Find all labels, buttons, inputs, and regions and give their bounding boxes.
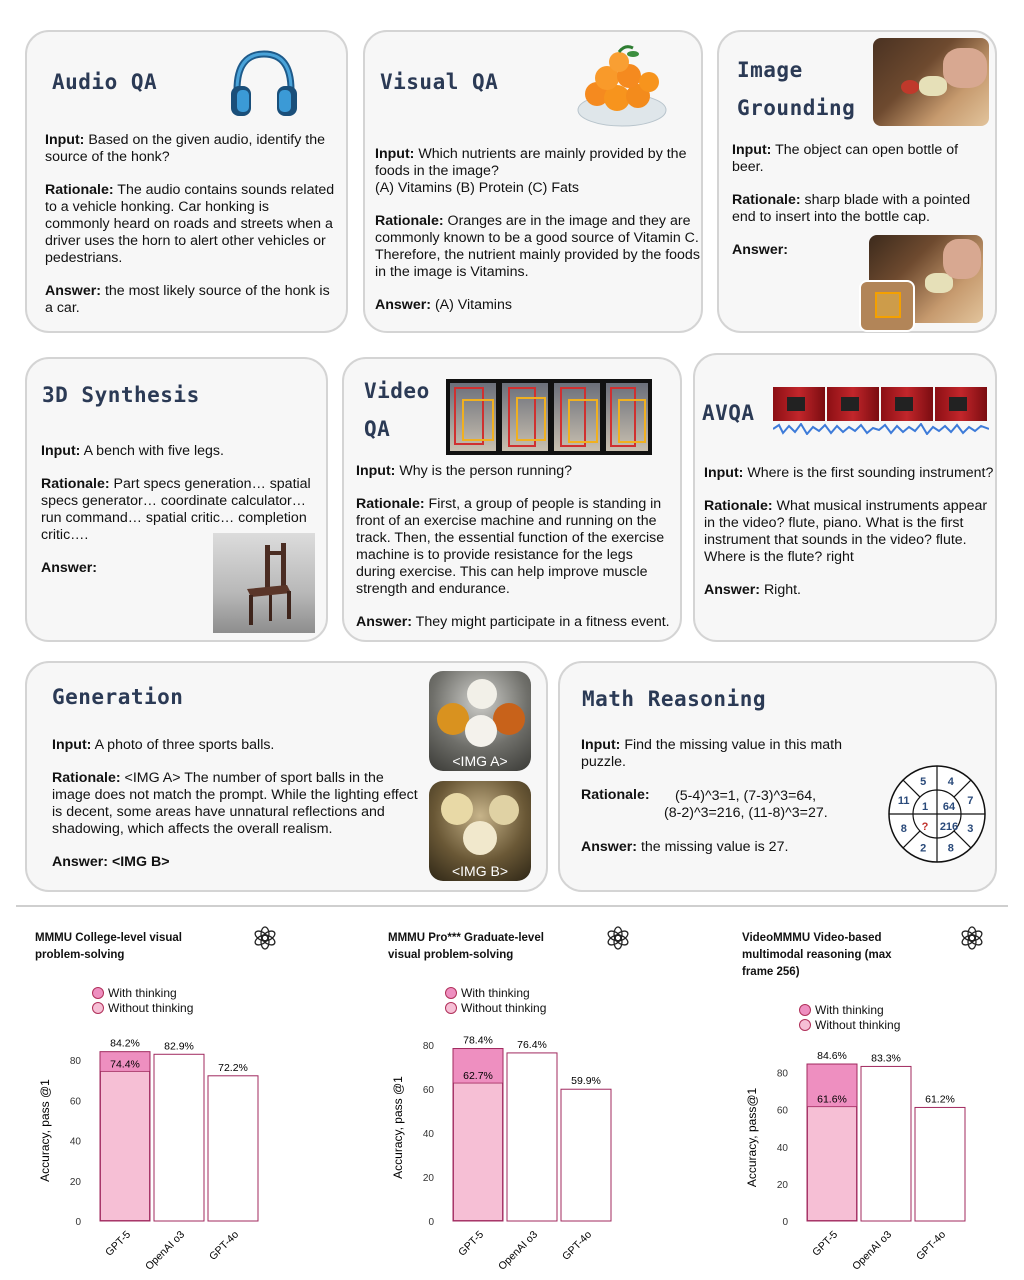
y-tick-label: 60: [776, 1105, 788, 1117]
input-text: Why is the person running?: [399, 463, 573, 479]
chair-icon: [213, 533, 315, 633]
chair-render: [213, 533, 315, 633]
bar-value-label: 61.2%: [925, 1093, 955, 1106]
image-b-label: <IMG B>: [451, 863, 509, 879]
answer-label: Answer:: [732, 242, 788, 258]
rationale-label: Rationale:: [52, 770, 121, 786]
rationale-label: Rationale:: [375, 213, 444, 229]
input-text: The object can open bottle of beer.: [732, 142, 959, 175]
bar-value-label: 84.6%: [817, 1050, 847, 1063]
answer-text: the most likely source of the honk is a car.: [45, 283, 330, 316]
image-a-label: <IMG A>: [452, 753, 508, 769]
video-frame: [554, 383, 600, 451]
rationale-text: What musical instruments appear in the video? flute, piano. What is the first instrument that sounds in the video? flute. Where is the flute? right: [704, 498, 988, 565]
input-text: Find the missing value in this math puzzle.: [581, 737, 842, 770]
y-tick-label: 80: [422, 1041, 434, 1052]
chart-videommmu: [742, 922, 1024, 1277]
card-title: Visual QA: [380, 70, 499, 94]
answer-label: Answer:: [52, 854, 108, 870]
puzzle-outer-value: 11: [897, 795, 910, 808]
y-tick-label: 20: [69, 1176, 81, 1188]
answer-label: Answer:: [41, 560, 97, 576]
rationale-label: Rationale:: [41, 476, 110, 492]
video-frame: [827, 387, 879, 421]
answer-label: Answer:: [45, 283, 101, 299]
generation-card: [25, 661, 548, 892]
section-divider: [16, 905, 1008, 907]
puzzle-outer-value: 8: [947, 842, 954, 855]
y-tick-label: 40: [69, 1136, 81, 1148]
grounding-crop-photo: [859, 280, 915, 332]
openai-logo-icon: [606, 927, 629, 949]
card-title-line1: Video: [364, 379, 430, 403]
y-tick-label: 80: [69, 1056, 81, 1068]
puzzle-inner-value: 1: [921, 801, 929, 813]
y-tick-label: 60: [69, 1096, 81, 1108]
chart-title: MMMU College-level visual problem-solving: [35, 932, 182, 961]
card-title: AVQA: [702, 401, 755, 425]
card-title: Audio QA: [52, 70, 158, 94]
concert-frames: [773, 387, 989, 421]
image-grounding-card: [717, 30, 997, 333]
x-tick-label: GPT-5: [810, 1228, 841, 1259]
bar-value-label: 59.9%: [571, 1075, 601, 1088]
3d-synthesis-card: [25, 357, 328, 642]
bar-chart-svg: [742, 922, 1024, 1277]
bar-value-label: 76.4%: [517, 1038, 547, 1051]
x-tick-label: GPT-4o: [207, 1228, 242, 1263]
rationale-line-1: (5-4)^3=1, (7-3)^3=64,: [675, 788, 817, 804]
math-reasoning-card: [558, 661, 997, 892]
visual-qa-card: [363, 30, 703, 333]
puzzle-inner-value: 216: [939, 821, 959, 833]
rationale-label: Rationale:: [356, 496, 425, 512]
y-tick-label: 60: [422, 1085, 434, 1096]
video-frame: [606, 383, 648, 451]
video-frames: [446, 379, 652, 455]
video-frame: [773, 387, 825, 421]
y-tick-label: 20: [776, 1179, 788, 1191]
bar-without-thinking: [454, 1083, 503, 1220]
openai-logo-icon: [960, 927, 983, 949]
input-label: Input:: [581, 737, 621, 753]
rationale-label: Rationale:: [732, 192, 801, 208]
puzzle-outer-value: 8: [900, 822, 907, 835]
bar-chart-svg: [35, 922, 355, 1277]
options-text: (A) Vitamins (B) Protein (C) Fats: [375, 180, 579, 196]
bar-with-thinking: [861, 1066, 911, 1221]
y-tick-label: 40: [776, 1142, 788, 1154]
answer-label: Answer:: [375, 297, 431, 313]
rationale-text: The audio contains sounds related to a vehicle honking. Car honking is commonly heard on roads and streets when a driver uses the horn to alert other vehicles or pedestrians.: [45, 182, 335, 266]
input-label: Input:: [356, 463, 396, 479]
card-title-line1: Image: [737, 58, 803, 82]
y-tick-label: 20: [422, 1173, 434, 1184]
legend-label: Without thinking: [108, 1001, 194, 1015]
answer-label: Answer:: [356, 614, 412, 630]
input-label: Input:: [375, 146, 415, 162]
y-tick-label: 80: [776, 1068, 788, 1080]
y-axis-label: Accuracy, pass @1: [38, 1079, 52, 1182]
x-tick-label: OpenAI o3: [143, 1228, 188, 1273]
input-text: Where is the first sounding instrument?: [747, 465, 994, 481]
y-tick-label: 0: [782, 1217, 788, 1228]
answer-label: Answer:: [581, 839, 637, 855]
answer-text: <IMG B>: [111, 854, 170, 870]
video-frame: [881, 387, 933, 421]
headphones-icon: [229, 48, 299, 120]
puzzle-inner-value: 64: [942, 801, 956, 813]
rationale-text: Oranges are in the image and they are commonly known to be a good source of Vitamin C. Therefore, the nutrient mainly provided by the foods in the image is Vitamins.: [375, 213, 700, 280]
bar-with-thinking: [915, 1107, 965, 1221]
x-tick-label: OpenAI o3: [850, 1228, 895, 1273]
rationale-text: sharp blade with a pointed end to insert into the bottle cap.: [732, 192, 971, 225]
bar-inner-value-label: 74.4%: [110, 1058, 140, 1071]
image-b: [429, 781, 531, 881]
rationale-text: Part specs generation… spatial specs generator… coordinate calculator… run command… spatial critic… completion critic….: [41, 476, 311, 543]
card-title-line2: QA: [364, 417, 391, 441]
answer-text: the missing value is 27.: [640, 839, 789, 855]
card-title-line2: Grounding: [737, 96, 856, 120]
bar-chart-svg: [388, 922, 708, 1277]
bar-with-thinking: [561, 1089, 611, 1221]
rationale-label: Rationale:: [45, 182, 114, 198]
bar-inner-value-label: 62.7%: [463, 1070, 493, 1083]
puzzle-outer-value: 2: [920, 842, 927, 855]
legend-label: Without thinking: [815, 1018, 901, 1032]
input-text: A photo of three sports balls.: [94, 737, 275, 753]
image-a: [429, 671, 531, 771]
y-axis-label: Accuracy, pass@1: [745, 1087, 759, 1188]
input-label: Input:: [704, 465, 744, 481]
puzzle-outer-value: 4: [947, 775, 954, 788]
y-tick-label: 0: [75, 1217, 81, 1228]
bar-value-label: 78.4%: [463, 1034, 493, 1047]
bar-with-thinking: [208, 1076, 258, 1221]
legend-label: Without thinking: [461, 1001, 547, 1015]
input-text: Which nutrients are mainly provided by the foods in the image?: [375, 146, 687, 179]
bar-value-label: 84.2%: [110, 1037, 140, 1050]
input-text: Based on the given audio, identify the source of the honk?: [45, 132, 325, 165]
bar-without-thinking: [808, 1107, 857, 1221]
input-text: A bench with five legs.: [83, 443, 224, 459]
x-tick-label: GPT-5: [103, 1228, 134, 1259]
bar-value-label: 83.3%: [871, 1052, 901, 1065]
x-tick-label: OpenAI o3: [496, 1228, 541, 1273]
y-axis-label: Accuracy, pass @1: [391, 1076, 405, 1179]
rationale-label: Rationale:: [704, 498, 773, 514]
puzzle-outer-value: 7: [967, 795, 974, 808]
knife-photo: [873, 38, 989, 126]
input-label: Input:: [52, 737, 92, 753]
input-label: Input:: [732, 142, 772, 158]
x-tick-label: GPT-4o: [914, 1228, 949, 1263]
orange-bowl-icon: [575, 42, 670, 132]
chart-title: MMMU Pro*** Graduate-level visual problem-solving: [388, 932, 544, 961]
card-title: Math Reasoning: [582, 687, 767, 711]
video-frame: [450, 383, 496, 451]
rationale-label: Rationale:: [581, 787, 650, 803]
audio-qa-card: [25, 30, 348, 333]
input-label: Input:: [41, 443, 81, 459]
answer-text: They might participate in a fitness event.: [415, 614, 670, 630]
x-tick-label: GPT-5: [456, 1228, 487, 1259]
video-qa-card: [342, 357, 682, 642]
bar-inner-value-label: 61.6%: [817, 1093, 847, 1106]
audio-waveform: [773, 423, 989, 435]
bar-value-label: 72.2%: [218, 1061, 248, 1074]
chart-mmmu: [35, 922, 355, 1277]
puzzle-outer-value: 3: [967, 822, 974, 835]
avqa-card: [693, 353, 997, 642]
puzzle-outer-value: 5: [920, 775, 927, 788]
card-title: 3D Synthesis: [42, 383, 200, 407]
bar-with-thinking: [507, 1053, 557, 1221]
video-frame: [502, 383, 548, 451]
x-tick-label: GPT-4o: [560, 1228, 595, 1263]
y-tick-label: 40: [422, 1129, 434, 1140]
bar-without-thinking: [101, 1071, 150, 1220]
openai-logo-icon: [253, 927, 276, 949]
rationale-text: <IMG A> The number of sport balls in the image does not match the prompt. While the lighting effect is decent, some areas have unnatural reflections and shadowing, which affects the overall realism.: [52, 770, 418, 837]
rationale-text: First, a group of people is standing in front of an exercise machine and running on the track. Then, the essential function of the exercise machine is to provide resistance for the legs during exercise. This can help improve muscle strength and endurance.: [356, 496, 665, 597]
answer-label: Answer:: [704, 582, 760, 598]
legend-label: With thinking: [461, 986, 530, 1000]
math-puzzle-wheel: [887, 764, 987, 864]
answer-text: Right.: [763, 582, 801, 598]
card-title: Generation: [52, 685, 184, 709]
rationale-line-2: (8-2)^3=216, (11-8)^3=27.: [664, 805, 828, 821]
chart-mmmu-pro: [388, 922, 708, 1277]
answer-text: (A) Vitamins: [434, 297, 512, 313]
input-label: Input:: [45, 132, 85, 148]
legend-label: With thinking: [815, 1003, 884, 1017]
video-frame: [935, 387, 987, 421]
bar-with-thinking: [154, 1054, 204, 1221]
chart-title: VideoMMMU Video-based multimodal reasoning (max frame 256): [742, 932, 892, 978]
bar-value-label: 82.9%: [164, 1040, 194, 1053]
puzzle-inner-value: ?: [921, 821, 929, 833]
legend-label: With thinking: [108, 986, 177, 1000]
y-tick-label: 0: [428, 1217, 434, 1228]
